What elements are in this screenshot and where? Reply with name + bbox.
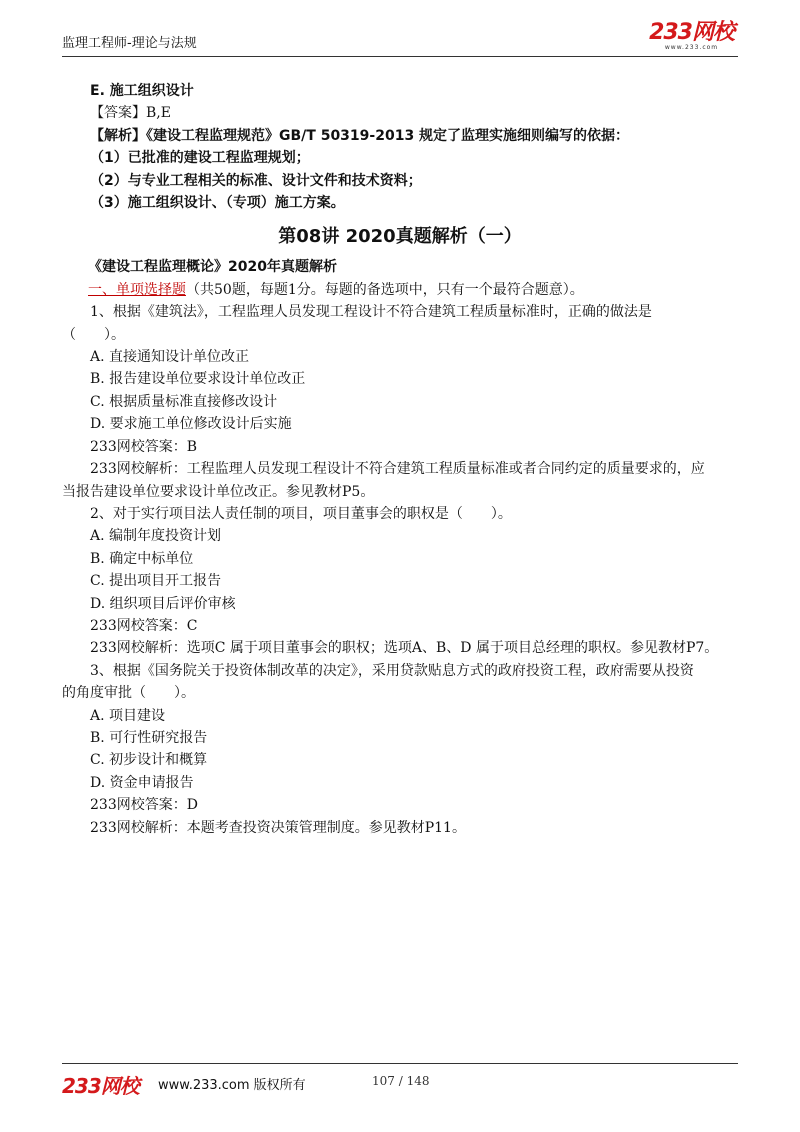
page-content	[62, 80, 738, 839]
q3-option-a: A. 项目建设	[90, 707, 166, 724]
q2-option-a: A. 编制年度投资计划	[90, 528, 222, 545]
option-e: E. 施工组织设计	[90, 83, 194, 99]
q1-option-b: B. 报告建设单位要求设计单位改正	[90, 371, 306, 388]
prev-analysis: 【解析】《建设工程监理规范》GB/T 50319-2013 规定了监理实施细则编写的依据：	[90, 127, 630, 144]
logo-url: www.233.com	[664, 44, 719, 51]
section-subtitle: 《建设工程监理概论》2020年真题解析	[88, 259, 337, 276]
q1-stem: 1、根据《建筑法》，工程监理人员发现工程设计不符合建筑工程质量标准时，正确的做法是	[90, 304, 652, 321]
logo-mark: 233网校	[649, 20, 734, 45]
q1-option-d: D. 要求施工单位修改设计后实施	[90, 416, 292, 433]
page-header	[62, 22, 738, 57]
q2-option-b: B. 确定中标单位	[90, 550, 194, 567]
basis-point-3: （3）施工组织设计、（专项）施工方案。	[90, 195, 345, 212]
footer-logo: 233网校	[62, 1074, 139, 1098]
section-title: 第08讲 2020真题解析（一）	[278, 226, 522, 248]
basis-point-1: （1）已批准的建设工程监理规划；	[90, 150, 310, 167]
q2-answer: 233网校答案：C	[90, 617, 198, 634]
q1-answer: 233网校答案：B	[90, 438, 198, 455]
document-title: 监理工程师-理论与法规	[62, 36, 197, 51]
q1-analysis-cont: 当报告建设单位要求设计单位改正。参见教材P5。	[62, 483, 375, 500]
q3-option-b: B. 可行性研究报告	[90, 729, 208, 746]
q2-option-c: C. 提出项目开工报告	[90, 573, 222, 590]
q3-stem-cont: 的角度审批（ ）。	[62, 685, 195, 702]
q1-option-c: C. 根据质量标准直接修改设计	[90, 393, 278, 410]
q1-option-a: A. 直接通知设计单位改正	[90, 349, 250, 366]
q3-option-d: D. 资金申请报告	[90, 774, 194, 791]
q3-stem: 3、根据《国务院关于投资体制改革的决定》，采用贷款贴息方式的政府投资工程，政府需要从投资	[90, 662, 694, 679]
q1-stem-cont: （ ）。	[62, 326, 125, 343]
part-note: （共50题，每题1分。每题的备选项中，只有一个最符合题意）。	[186, 281, 584, 298]
q3-answer: 233网校答案：D	[90, 797, 198, 814]
part-heading: 一、单项选择题	[88, 281, 186, 298]
basis-point-2: （2）与专业工程相关的标准、设计文件和技术资料；	[90, 172, 422, 189]
prev-answer: 【答案】B,E	[90, 105, 171, 122]
part-heading-line	[62, 279, 738, 301]
page-number: 107 / 148	[372, 1074, 430, 1088]
page-footer	[62, 1063, 738, 1098]
q3-option-c: C. 初步设计和概算	[90, 752, 208, 769]
q3-analysis: 233网校解析：本题考查投资决策管理制度。参见教材P11。	[90, 819, 466, 836]
q1-analysis: 233网校解析：工程监理人员发现工程设计不符合建筑工程质量标准或者合同约定的质量要求的，应	[90, 461, 705, 478]
q2-option-d: D. 组织项目后评价审核	[90, 595, 236, 612]
brand-logo	[649, 22, 734, 51]
q2-stem: 2、对于实行项目法人责任制的项目，项目董事会的职权是（ ）。	[90, 505, 512, 522]
q2-analysis: 233网校解析：选项C 属于项目董事会的职权；选项A、B、D 属于项目总经理的职权。参见教材P7。	[90, 640, 719, 657]
footer-site: www.233.com 版权所有	[158, 1078, 306, 1093]
